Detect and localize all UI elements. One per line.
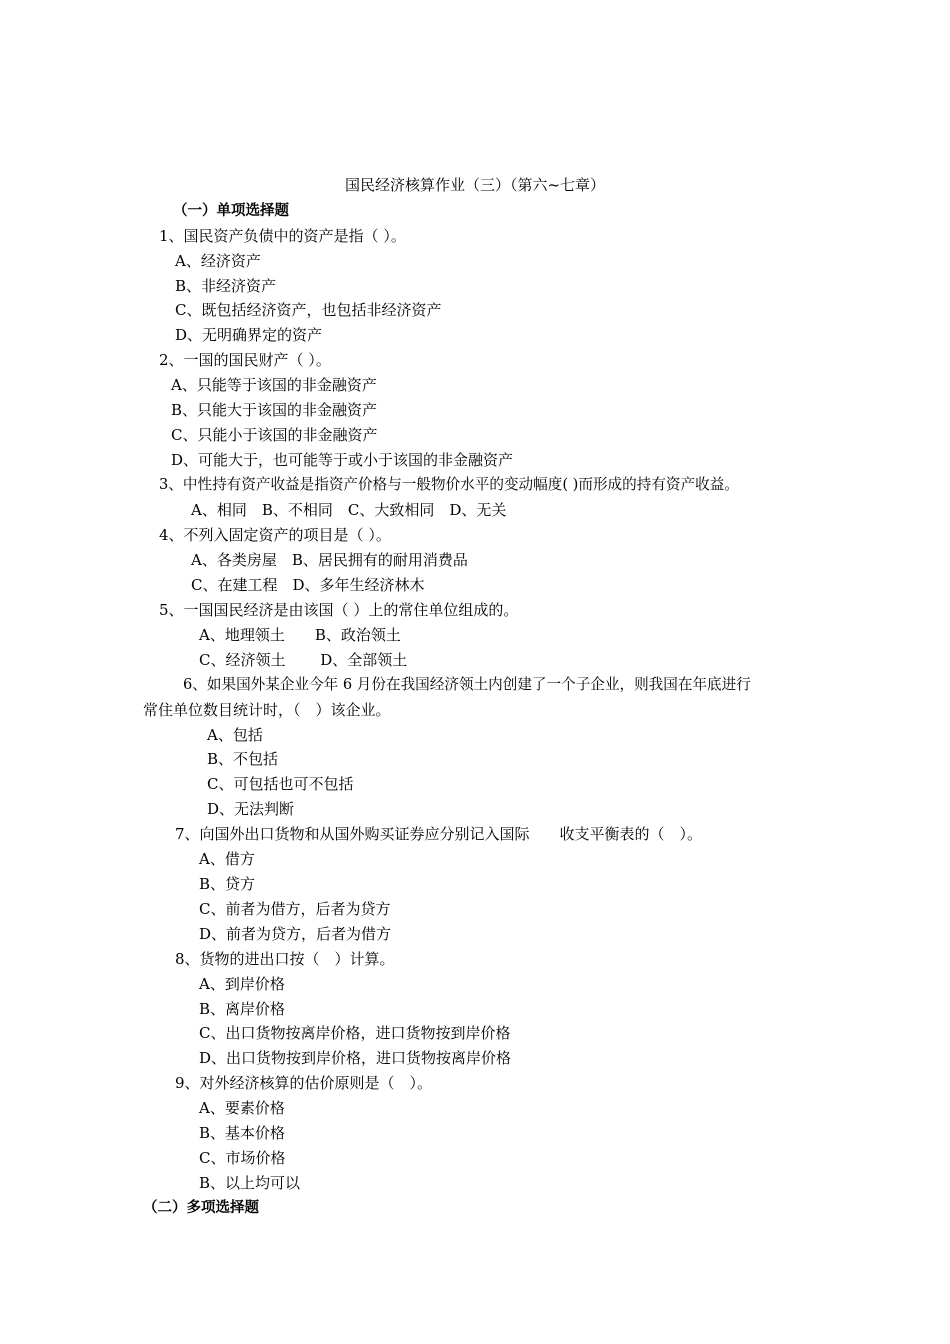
question-9-option-d: B、以上均可以 bbox=[199, 1174, 301, 1192]
question-9-option-c: C、市场价格 bbox=[199, 1149, 286, 1167]
question-7-option-a: A、借方 bbox=[199, 850, 255, 868]
question-7-option-b: B、贷方 bbox=[199, 875, 256, 893]
question-7-option-c: C、前者为借方，后者为贷方 bbox=[199, 900, 391, 918]
question-3-options: A、相同 B、不相同 C、大致相同 D、无关 bbox=[191, 501, 507, 519]
question-6-option-b: B、不包括 bbox=[207, 750, 279, 768]
question-9-stem: 9、对外经济核算的估价原则是（ ）。 bbox=[175, 1074, 433, 1092]
question-1-option-c: C、既包括经济资产，也包括非经济资产 bbox=[175, 301, 442, 319]
question-1-option-d: D、无明确界定的资产 bbox=[175, 326, 323, 344]
section-heading-single-choice: （一）单项选择题 bbox=[173, 203, 289, 219]
section-heading-multiple-choice: （二）多项选择题 bbox=[143, 1200, 259, 1216]
question-8-option-a: A、到岸价格 bbox=[199, 975, 285, 993]
question-5-stem: 5、一国国民经济是由该国（ ）上的常住单位组成的。 bbox=[159, 601, 519, 619]
question-8-stem: 8、货物的进出口按（ ）计算。 bbox=[175, 950, 395, 968]
question-1-option-b: B、非经济资产 bbox=[175, 277, 277, 295]
question-4-stem: 4、不列入固定资产的项目是（ ）。 bbox=[159, 526, 391, 544]
question-7-option-d: D、前者为贷方，后者为借方 bbox=[199, 925, 392, 943]
question-6-option-c: C、可包括也可不包括 bbox=[207, 775, 354, 793]
question-5-options-row-2: C、经济领土 D、全部领土 bbox=[199, 651, 408, 669]
question-6-stem-line-2: 常住单位数目统计时，（ ）该企业。 bbox=[143, 701, 391, 719]
question-8-option-b: B、离岸价格 bbox=[199, 1000, 286, 1018]
question-8-option-c: C、出口货物按离岸价格，进口货物按到岸价格 bbox=[199, 1024, 511, 1042]
question-2-option-c: C、只能小于该国的非金融资产 bbox=[171, 426, 378, 444]
question-2-option-d: D、可能大于，也可能等于或小于该国的非金融资产 bbox=[171, 451, 514, 469]
question-8-option-d: D、出口货物按到岸价格，进口货物按离岸价格 bbox=[199, 1049, 512, 1067]
question-7-stem: 7、向国外出口货物和从国外购买证券应分别记入国际 收支平衡表的（ ）。 bbox=[175, 825, 703, 843]
question-5-options-row-1: A、地理领土 B、政治领土 bbox=[199, 626, 401, 644]
document-title: 国民经济核算作业（三）（第六~七章） bbox=[344, 176, 606, 194]
question-4-options-row-1: A、各类房屋 B、居民拥有的耐用消费品 bbox=[191, 551, 468, 569]
question-6-stem-line-1: 6、如果国外某企业今年 6 月份在我国经济领土内创建了一个子企业，则我国在年底进行 bbox=[183, 676, 751, 693]
question-1-stem: 1、国民资产负债中的资产是指（ ）。 bbox=[159, 227, 406, 245]
question-2-option-a: A、只能等于该国的非金融资产 bbox=[171, 376, 377, 394]
question-9-option-a: A、要素价格 bbox=[199, 1099, 285, 1117]
question-4-options-row-2: C、在建工程 D、多年生经济林木 bbox=[191, 576, 425, 594]
question-9-option-b: B、基本价格 bbox=[199, 1124, 286, 1142]
question-6-option-a: A、包括 bbox=[207, 726, 263, 744]
question-2-stem: 2、一国的国民财产（ ）。 bbox=[159, 351, 331, 369]
question-1-option-a: A、经济资产 bbox=[175, 252, 261, 270]
question-3-stem: 3、中性持有资产收益是指资产价格与一般物价水平的变动幅度( )而形成的持有资产收益。 bbox=[159, 476, 739, 493]
question-6-option-d: D、无法判断 bbox=[207, 800, 295, 818]
question-2-option-b: B、只能大于该国的非金融资产 bbox=[171, 401, 378, 419]
